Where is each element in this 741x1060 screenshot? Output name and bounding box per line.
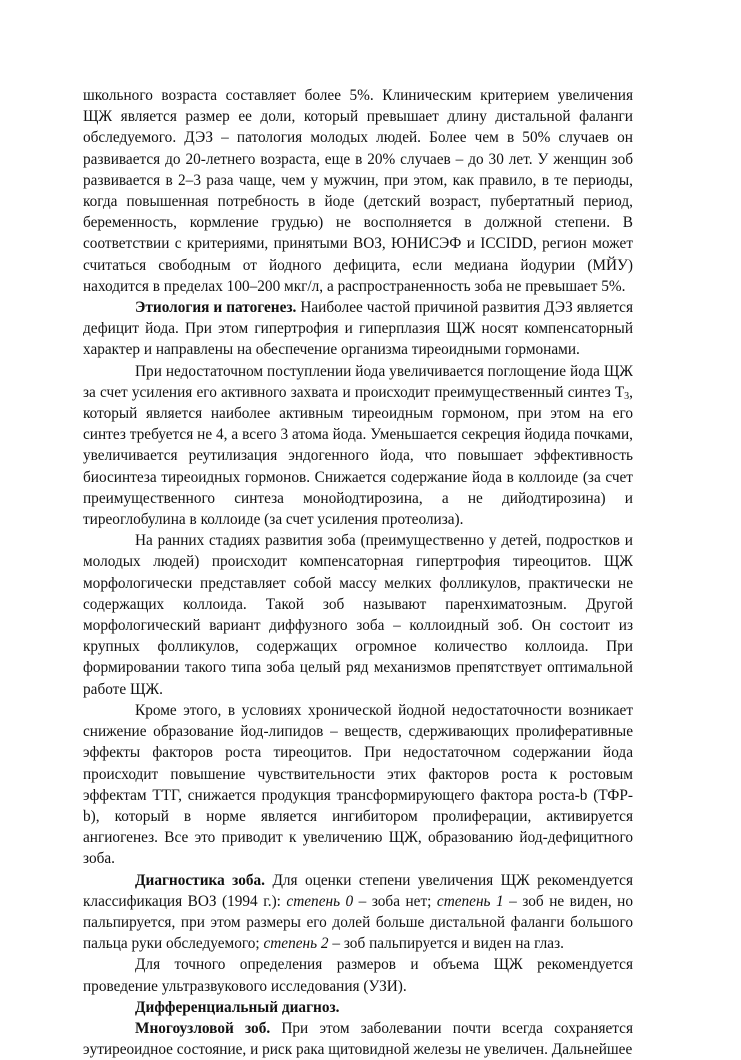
text-run: Наиболее частой причиной развития ДЭЗ является дефицит йода. При этом гипертрофия и гиперплазия ЩЖ носят компенсаторный характер и направлены на обеспечение организма тиреоидными гормонами. xyxy=(83,299,633,359)
text-run: Для точного определения размеров и объема ЩЖ рекомендуется проведение ультразвукового исследования (УЗИ). xyxy=(83,956,633,995)
paragraph-1 xyxy=(83,297,633,361)
text-run: При недостаточном поступлении йода увеличивается поглощение йода ЩЖ за счет усиления его активного захвата и происходит преимущественный синтез Т xyxy=(83,362,633,401)
section-heading: Этиология и патогенез. xyxy=(135,299,297,317)
text-run: Кроме этого, в условиях хронической йодной недостаточности возникает снижение образование йод-липидов – веществ, сдерживающих пролиферативные эффекты факторов роста тиреоцитов. При недостаточном содержании йода происходит повышение чувствительности этих факторов роста к ростовым эффектам ТТГ, снижается продукция трансформирующего фактора роста-b (ТФР-b), который в норме является ингибитором пролиферации, активируется ангиогенез. Все это приводит к увеличению ЩЖ, образованию йод-дефицитного зоба. xyxy=(83,701,633,868)
subscript: 3 xyxy=(624,390,630,402)
paragraph-4 xyxy=(83,700,633,870)
italic-term: степень 1 xyxy=(436,892,504,910)
text-run: , который является наиболее активным тиреоидным гормоном, при этом на его синтез требуется не 4, а всего 3 атома йода. Уменьшается секреция йодида почками, увеличивается реутилизация эндогенного йода, что повышает эффективность биосинтеза тиреоидных гормонов. Снижается содержание йода в коллоиде (за счет преимущественного синтеза монойодтирозина, а не дийодтирозина) и тиреоглобулина в коллоиде (за счет усиления протеолиза). xyxy=(83,383,633,529)
text-run: На ранних стадиях развития зоба (преимущественно у детей, подростков и молодых людей) происходит компенсаторная гипертрофия тиреоцитов. ЩЖ морфологически представляет собой массу мелких фолликулов, практически не содержащих коллоида. Такой зоб называют паренхиматозным. Другой морфологический вариант диффузного зоба – коллоидный зоб. Он состоит из крупных фолликулов, содержащих огромное количество коллоида. При формировании такого типа зоба целый ряд механизмов препятствует оптимальной работе ЩЖ. xyxy=(83,532,633,698)
text-run: школьного возраста составляет более 5%. Клиническим критерием увеличения ЩЖ является размер ее доли, который превышает длину дистальной фаланги обследуемого. ДЭЗ – патология молодых людей. Более чем в 50% случаев он развивается до 20-летнего возраста, еще в 20% случаев – до 30 лет. У женщин зоб развивается в 2–3 раза чаще, чем у мужчин, при этом, как правило, в те периоды, когда повышенная потребность в йоде (детский возраст, пубертатный период, беременность, кормление грудью) не восполняется в должной степени. В соответствии с критериями, принятыми ВОЗ, ЮНИСЭФ и ICCIDD, регион может считаться свободным от йодного дефицита, если медиана йодурии (МЙУ) находится в пределах 100–200 мкг/л, а распространенность зоба не превышает 5%. xyxy=(83,87,633,295)
paragraph-3 xyxy=(83,530,633,700)
section-heading: Многоузловой зоб. xyxy=(135,1019,271,1037)
paragraph-0 xyxy=(83,85,633,297)
section-heading: Дифференциальный диагноз. xyxy=(135,998,340,1016)
italic-term: степень 0 xyxy=(286,892,354,910)
paragraph-2 xyxy=(83,361,633,531)
section-heading: Диагностика зоба. xyxy=(135,871,266,889)
italic-term: степень 2 xyxy=(263,935,329,953)
text-run: – зоб не виден, но пальпируется, при этом размеры его долей больше дистальной фаланги большого пальца руки обследуемого; xyxy=(83,892,633,953)
document-body xyxy=(83,85,633,1060)
text-run: При этом заболевании почти всегда сохраняется эутиреоидное состояние, и риск рака щитовидной железы не увеличен. Дальнейшее xyxy=(83,1019,633,1059)
paragraph-8 xyxy=(83,1018,633,1060)
text-run: Для оценки степени увеличения ЩЖ рекомендуется классификация ВОЗ (1994 г.): xyxy=(83,871,633,910)
paragraph-7 xyxy=(83,997,633,1018)
paragraph-6 xyxy=(83,954,633,996)
text-run: – зоба нет; xyxy=(353,892,437,910)
text-run: – зоб пальпируется и виден на глаз. xyxy=(328,935,564,953)
paragraph-5 xyxy=(83,870,633,955)
